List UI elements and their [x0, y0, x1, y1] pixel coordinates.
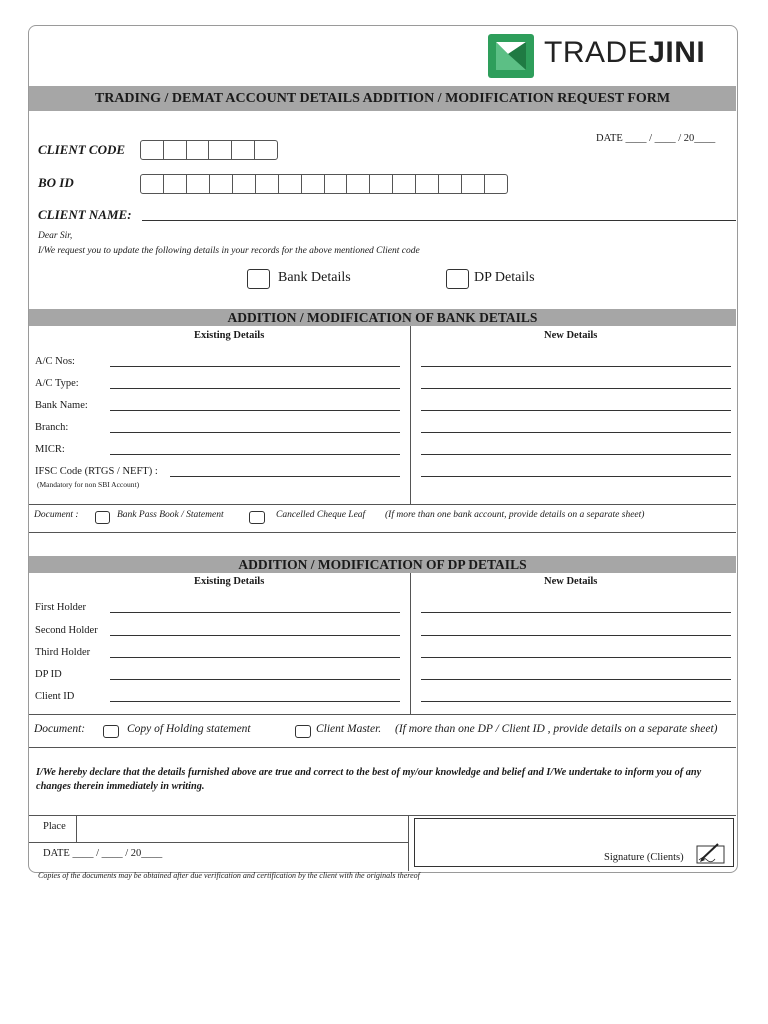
bottom-column-divider	[408, 815, 409, 871]
date-top[interactable]: DATE ____ / ____ / 20____	[596, 133, 716, 144]
dp-existing-line[interactable]	[110, 657, 400, 658]
dp-new-header: New Details	[544, 576, 598, 587]
bank-existing-line[interactable]	[110, 366, 400, 367]
holding-statement-checkbox[interactable]	[103, 725, 119, 738]
dp-existing-line[interactable]	[110, 635, 400, 636]
pass-book-label: Bank Pass Book / Statement	[117, 510, 224, 520]
bank-document-label: Document :	[34, 510, 79, 520]
bank-section-title: ADDITION / MODIFICATION OF BANK DETAILS	[29, 309, 736, 326]
bank-new-line[interactable]	[421, 410, 731, 411]
divider	[29, 842, 408, 843]
dp-details-label: DP Details	[474, 270, 535, 285]
divider	[29, 504, 736, 505]
client-name-field[interactable]	[142, 220, 736, 221]
bank-field-branch: Branch:	[35, 422, 69, 433]
signature-label: Signature (Clients)	[604, 852, 684, 863]
bo-id-input[interactable]	[140, 174, 508, 194]
salutation: Dear Sir,	[38, 231, 73, 241]
dp-existing-line[interactable]	[110, 701, 400, 702]
client-master-checkbox[interactable]	[295, 725, 311, 738]
bank-field-micr: MICR:	[35, 444, 65, 455]
dp-existing-line[interactable]	[110, 612, 400, 613]
pen-signature-icon	[696, 842, 726, 864]
logo-text-trade: TRADE	[544, 36, 649, 69]
dp-column-divider	[410, 573, 411, 714]
bank-field-bank-name: Bank Name:	[35, 400, 88, 411]
dp-new-line[interactable]	[421, 679, 731, 680]
date-bottom[interactable]: DATE ____ / ____ / 20____	[43, 848, 163, 859]
form-frame	[28, 25, 738, 873]
bank-field-ac-type: A/C Type:	[35, 378, 79, 389]
divider	[29, 532, 736, 533]
client-master-label: Client Master.	[316, 723, 382, 735]
divider	[29, 714, 736, 715]
client-code-label: CLIENT CODE	[38, 142, 126, 157]
bank-new-line[interactable]	[421, 366, 731, 367]
bank-new-line[interactable]	[421, 454, 731, 455]
bank-column-divider	[410, 326, 411, 504]
dp-field-dp-id: DP ID	[35, 669, 62, 680]
place-label: Place	[43, 821, 66, 832]
bank-doc-note: (If more than one bank account, provide details on a separate sheet)	[385, 510, 645, 520]
bank-new-header: New Details	[544, 330, 598, 341]
dp-new-line[interactable]	[421, 657, 731, 658]
bank-existing-header: Existing Details	[194, 330, 265, 341]
dp-existing-header: Existing Details	[194, 576, 265, 587]
bank-new-line[interactable]	[421, 476, 731, 477]
dp-new-line[interactable]	[421, 701, 731, 702]
client-code-input[interactable]	[140, 140, 278, 160]
holding-statement-label: Copy of Holding statement	[127, 723, 251, 735]
bank-details-label: Bank Details	[278, 270, 351, 285]
dp-new-line[interactable]	[421, 635, 731, 636]
form-title: TRADING / DEMAT ACCOUNT DETAILS ADDITION / MODIFICATION REQUEST FORM	[29, 86, 736, 111]
bank-new-line[interactable]	[421, 432, 731, 433]
bank-existing-line[interactable]	[110, 388, 400, 389]
bank-existing-line[interactable]	[170, 476, 400, 477]
bank-existing-line[interactable]	[110, 410, 400, 411]
cancelled-cheque-label: Cancelled Cheque Leaf	[276, 510, 366, 520]
cancelled-cheque-checkbox[interactable]	[249, 511, 265, 524]
logo-mark-icon	[488, 34, 534, 78]
dp-section-title: ADDITION / MODIFICATION OF DP DETAILS	[29, 556, 736, 573]
bank-field-ac-nos: A/C Nos:	[35, 356, 75, 367]
logo-text-jini: JINI	[648, 36, 706, 69]
dp-field-third-holder: Third Holder	[35, 647, 91, 658]
bank-field-ifsc: IFSC Code (RTGS / NEFT) :	[35, 466, 158, 477]
dp-document-label: Document:	[34, 723, 86, 735]
bank-details-checkbox[interactable]	[247, 269, 270, 289]
signature-box[interactable]	[414, 818, 734, 867]
request-text: I/We request you to update the following details in your records for the above mentioned Client code	[38, 246, 420, 256]
tradejini-logo	[488, 34, 718, 78]
dp-field-second-holder: Second Holder	[35, 625, 98, 636]
dp-new-line[interactable]	[421, 612, 731, 613]
dp-field-client-id: Client ID	[35, 691, 75, 702]
dp-details-checkbox[interactable]	[446, 269, 469, 289]
dp-existing-line[interactable]	[110, 679, 400, 680]
divider	[29, 747, 736, 748]
footnote: Copies of the documents may be obtained after due verification and certification by the client with the originals thereof	[38, 871, 420, 880]
client-name-label: CLIENT NAME:	[38, 207, 132, 222]
bo-id-label: BO ID	[38, 175, 74, 190]
dp-field-first-holder: First Holder	[35, 602, 87, 613]
bank-new-line[interactable]	[421, 388, 731, 389]
pass-book-checkbox[interactable]	[95, 511, 110, 524]
bank-existing-line[interactable]	[110, 454, 400, 455]
place-field[interactable]	[77, 816, 407, 842]
dp-doc-note: (If more than one DP / Client ID , provide details on a separate sheet)	[395, 723, 718, 735]
ifsc-note: (Mandatory for non SBI Account)	[37, 480, 140, 489]
bank-existing-line[interactable]	[110, 432, 400, 433]
declaration-text: I/We hereby declare that the details furnished above are true and correct to the best of my/our knowledge and belief and I/We undertake to inform you of any changes therein immediately in writing.	[36, 767, 702, 792]
